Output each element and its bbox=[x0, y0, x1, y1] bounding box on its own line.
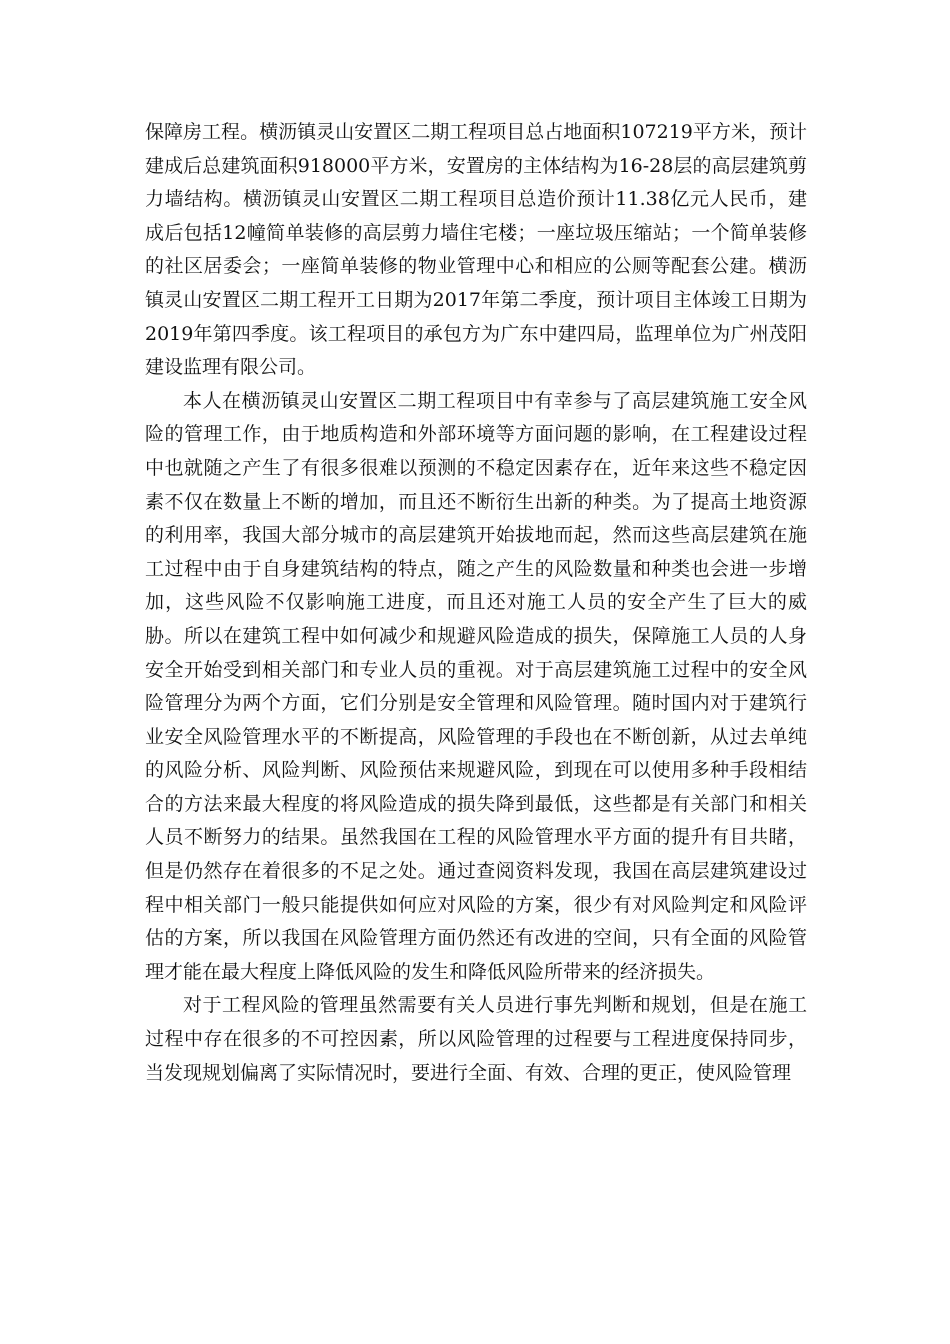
document-body bbox=[145, 116, 807, 1090]
paragraph-2: 本人在横沥镇灵山安置区二期工程项目中有幸参与了高层建筑施工安全风险的管理工作，由于地质构造和外部环境等方面问题的影响，在工程建设过程中也就随之产生了有很多很难以预测的不稳定因素存在，近年来这些不稳定因素不仅在数量上不断的增加，而且还不断衍生出新的种类。为了提高土地资源的利用率，我国大部分城市的高层建筑开始拔地而起，然而这些高层建筑在施工过程中由于自身建筑结构的特点，随之产生的风险数量和种类也会进一步增加，这些风险不仅影响施工进度，而且还对施工人员的安全产生了巨大的威胁。所以在建筑工程中如何减少和规避风险造成的损失，保障施工人员的人身安全开始受到相关部门和专业人员的重视。对于高层建筑施工过程中的安全风险管理分为两个方面，它们分别是安全管理和风险管理。随时国内对于建筑行业安全风险管理水平的不断提高，风险管理的手段也在不断创新，从过去单纯的风险分析、风险判断、风险预估来规避风险，到现在可以使用多种手段相结合的方法来最大程度的将风险造成的损失降到最低，这些都是有关部门和相关人员不断努力的结果。虽然我国在工程的风险管理水平方面的提升有目共睹，但是仍然存在着很多的不足之处。通过查阅资料发现，我国在高层建筑建设过程中相关部门一般只能提供如何应对风险的方案，很少有对风险判定和风险评估的方案，所以我国在风险管理方面仍然还有改进的空间，只有全面的风险管理才能在最大程度上降低风险的发生和降低风险所带来的经济损失。 bbox=[145, 389, 807, 983]
paragraph-3: 对于工程风险的管理虽然需要有关人员进行事先判断和规划，但是在施工过程中存在很多的不可控因素，所以风险管理的过程要与工程进度保持同步，当发现规划偏离了实际情况时，要进行全面、有效、合理的更正，使风险管理 bbox=[145, 994, 807, 1084]
paragraph-1: 保障房工程。横沥镇灵山安置区二期工程项目总占地面积107219平方米，预计建成后总建筑面积918000平方米，安置房的主体结构为16-28层的高层建筑剪力墙结构。横沥镇灵山安置区二期工程项目总造价预计11.38亿元人民币，建成后包括12幢简单装修的高层剪力墙住宅楼；一座垃圾压缩站；一个简单装修的社区居委会；一座简单装修的物业管理中心和相应的公厕等配套公建。横沥镇灵山安置区二期工程开工日期为2017年第二季度，预计项目主体竣工日期为2019年第四季度。该工程项目的承包方为广东中建四局，监理单位为广州茂阳建设监理有限公司。 bbox=[145, 121, 807, 379]
